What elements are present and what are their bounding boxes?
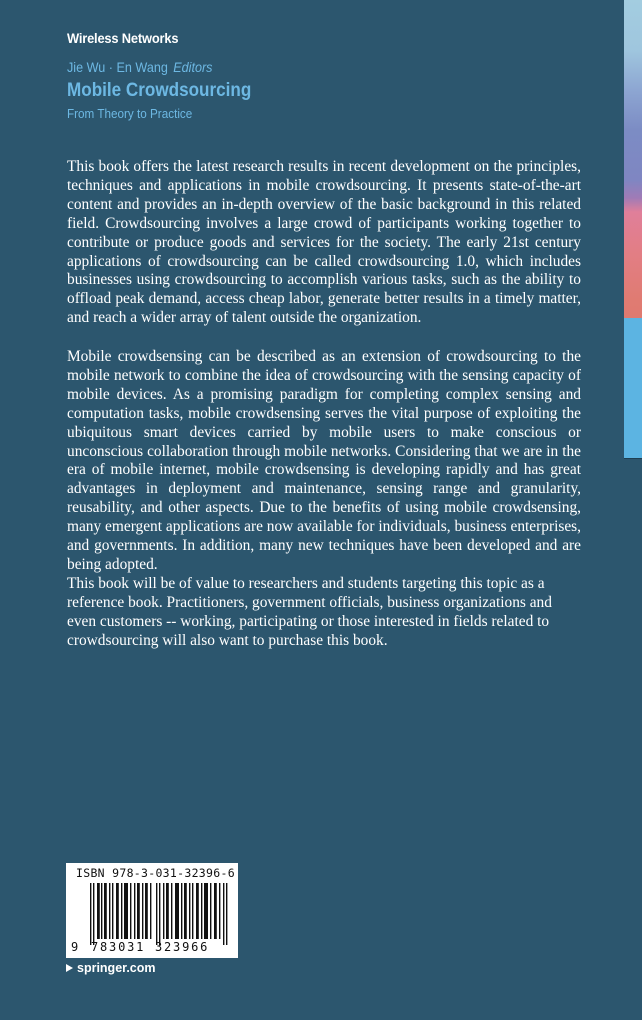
barcode-digit-lead: 9 <box>71 940 79 954</box>
publisher-link-text: springer.com <box>77 961 156 975</box>
barcode-digit-group-2: 323966 <box>155 940 210 954</box>
barcode-bars-icon <box>90 883 232 945</box>
isbn-barcode <box>66 863 238 958</box>
book-subtitle: From Theory to Practice <box>67 106 193 121</box>
blurb-paragraph-3: This book will be of value to researchers and students targeting this topic as a reference book. Practitioners, government officials, business organizations and even customers -- working, participating or those interested in fields related to crowdsourcing will also want to purchase this book. <box>67 575 552 649</box>
editors-role: Editors <box>173 59 213 75</box>
triangle-right-icon <box>66 964 73 972</box>
book-title: Mobile Crowdsourcing <box>67 80 252 101</box>
publisher-link[interactable] <box>66 961 156 975</box>
isbn-label: ISBN 978-3-031-32396-6 <box>76 866 235 880</box>
barcode-digit-group-1: 783031 <box>91 940 146 954</box>
blurb-paragraph-2: Mobile crowdsensing can be described as an extension of crowdsourcing to the mobile network to combine the idea of crowdsourcing with the sensing capacity of mobile devices. As a promising paradigm for completing complex sensing and computation tasks, mobile crowdsensing serves the vital purpose of exploiting the ubiquitous smart devices carried by mobile users to make conscious or unconscious collaboration through mobile networks. Considering that we are in the era of mobile internet, mobile crowdsensing is developing rapidly and has great advantages in deployment and maintenance, sensing range and granularity, reusability, and other aspects. Due to the benefits of using mobile crowdsensing, many emergent applications are now available for individuals, business enterprises, and governments. In addition, many new techniques have been developed and are being adopted. <box>67 348 581 573</box>
decorative-blue-strip <box>624 318 642 459</box>
blurb-paragraph-1: This book offers the latest research results in recent development on the principles, techniques and applications in mobile crowdsourcing. It presents state-of-the-art content and provides an in-depth overview of the basic background in this related field. Crowdsourcing involves a large crowd of participants working together to contribute or produce goods and services for the society. The early 21st century applications of crowdsourcing can be called crowdsourcing 1.0, which includes businesses using crowdsourcing to accomplish various tasks, such as the ability to offload peak demand, access cheap labor, generate better results in a timely matter, and reach a wider array of talent outside the organization. <box>67 158 581 327</box>
editor-names: Jie Wu · En Wang <box>67 59 168 75</box>
decorative-color-strip <box>624 0 642 318</box>
series-name: Wireless Networks <box>67 30 179 46</box>
editors-line <box>67 59 212 75</box>
